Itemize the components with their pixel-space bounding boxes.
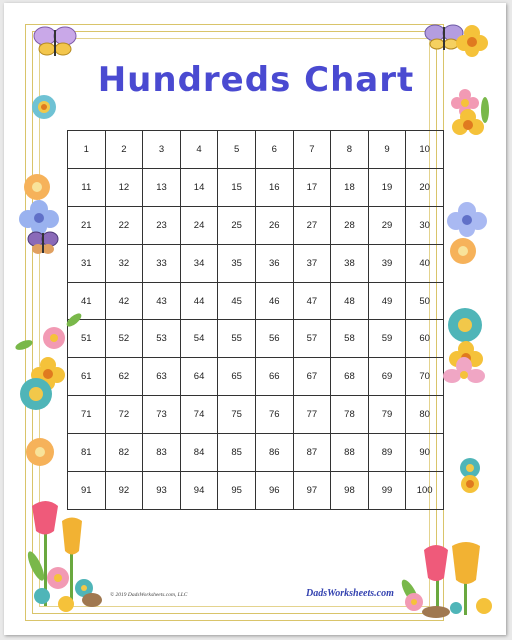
grid-cell: 99 <box>368 472 406 510</box>
grid-cell: 86 <box>255 434 293 472</box>
grid-cell: 49 <box>368 282 406 320</box>
grid-cell: 19 <box>368 168 406 206</box>
copyright-text: © 2019 DadsWorksheets.com, LLC <box>110 592 188 598</box>
butterfly-icon <box>30 22 80 62</box>
grid-cell: 24 <box>180 206 218 244</box>
grid-cell: 30 <box>406 206 444 244</box>
flower-icon <box>30 93 58 121</box>
grid-cell: 57 <box>293 320 331 358</box>
grid-cell: 76 <box>255 396 293 434</box>
grid-cell: 87 <box>293 434 331 472</box>
grid-cell: 6 <box>255 131 293 169</box>
butterfly-icon <box>26 228 60 258</box>
flower-icon <box>442 356 486 392</box>
grid-cell: 13 <box>143 168 181 206</box>
grid-cell: 20 <box>406 168 444 206</box>
grid-cell: 50 <box>406 282 444 320</box>
flower-icon <box>448 236 478 266</box>
grid-cell: 52 <box>105 320 143 358</box>
grid-cell: 68 <box>331 358 369 396</box>
grid-cell: 88 <box>331 434 369 472</box>
grid-cell: 35 <box>218 244 256 282</box>
grid-cell: 43 <box>143 282 181 320</box>
grid-cell: 90 <box>406 434 444 472</box>
grid-cell: 56 <box>255 320 293 358</box>
grid-cell: 9 <box>368 131 406 169</box>
grid-cell: 5 <box>218 131 256 169</box>
grid-cell: 93 <box>143 472 181 510</box>
grid-cell: 72 <box>105 396 143 434</box>
grid-cell: 98 <box>331 472 369 510</box>
grid-row <box>68 244 444 282</box>
grid-row <box>68 131 444 169</box>
grid-cell: 71 <box>68 396 106 434</box>
grid-cell: 48 <box>331 282 369 320</box>
grid-cell: 12 <box>105 168 143 206</box>
grid-row <box>68 434 444 472</box>
grid-cell: 8 <box>331 131 369 169</box>
grid-cell: 36 <box>255 244 293 282</box>
grid-cell: 80 <box>406 396 444 434</box>
grid-cell: 37 <box>293 244 331 282</box>
site-logo: DadsWorksheets.com <box>306 588 394 599</box>
grid-cell: 23 <box>143 206 181 244</box>
grid-cell: 58 <box>331 320 369 358</box>
tulip-icon <box>396 540 496 620</box>
grid-cell: 31 <box>68 244 106 282</box>
flower-icon <box>18 376 54 412</box>
grid-row <box>68 168 444 206</box>
grid-cell: 38 <box>331 244 369 282</box>
grid-cell: 3 <box>143 131 181 169</box>
grid-cell: 61 <box>68 358 106 396</box>
grid-cell: 73 <box>143 396 181 434</box>
grid-cell: 65 <box>218 358 256 396</box>
grid-cell: 74 <box>180 396 218 434</box>
grid-cell: 81 <box>68 434 106 472</box>
grid-cell: 77 <box>293 396 331 434</box>
grid-cell: 44 <box>180 282 218 320</box>
grid-cell: 27 <box>293 206 331 244</box>
grid-cell: 22 <box>105 206 143 244</box>
grid-cell: 29 <box>368 206 406 244</box>
grid-cell: 75 <box>218 396 256 434</box>
grid-cell: 34 <box>180 244 218 282</box>
grid-cell: 97 <box>293 472 331 510</box>
leaf-icon <box>478 95 492 125</box>
grid-cell: 69 <box>368 358 406 396</box>
grid-cell: 67 <box>293 358 331 396</box>
flower-icon <box>24 436 56 468</box>
grid-cell: 66 <box>255 358 293 396</box>
grid-cell: 92 <box>105 472 143 510</box>
grid-cell: 70 <box>406 358 444 396</box>
leaf-icon <box>14 310 84 360</box>
grid-cell: 82 <box>105 434 143 472</box>
grid-row <box>68 358 444 396</box>
grid-cell: 45 <box>218 282 256 320</box>
grid-cell: 18 <box>331 168 369 206</box>
grid-cell: 79 <box>368 396 406 434</box>
grid-row <box>68 320 444 358</box>
grid-cell: 84 <box>180 434 218 472</box>
grid-cell: 4 <box>180 131 218 169</box>
grid-cell: 89 <box>368 434 406 472</box>
hundreds-grid <box>67 130 444 510</box>
grid-cell: 25 <box>218 206 256 244</box>
grid-row <box>68 396 444 434</box>
grid-cell: 17 <box>293 168 331 206</box>
grid-cell: 55 <box>218 320 256 358</box>
grid-row <box>68 206 444 244</box>
grid-cell: 64 <box>180 358 218 396</box>
grid-cell: 94 <box>180 472 218 510</box>
grid-cell: 83 <box>143 434 181 472</box>
grid-cell: 51 <box>68 320 106 358</box>
page-title: Hundreds Chart <box>97 60 415 100</box>
flower-icon <box>22 172 52 202</box>
grid-cell: 100 <box>406 472 444 510</box>
grid-cell: 63 <box>143 358 181 396</box>
flower-icon <box>455 24 489 58</box>
grid-cell: 26 <box>255 206 293 244</box>
flower-icon <box>452 456 488 496</box>
grid-cell: 14 <box>180 168 218 206</box>
grid-cell: 59 <box>368 320 406 358</box>
grid-cell: 78 <box>331 396 369 434</box>
grid-cell: 85 <box>218 434 256 472</box>
tulip-icon <box>22 496 102 616</box>
grid-cell: 42 <box>105 282 143 320</box>
grid-cell: 91 <box>68 472 106 510</box>
grid-cell: 32 <box>105 244 143 282</box>
grid-cell: 53 <box>143 320 181 358</box>
grid-cell: 33 <box>143 244 181 282</box>
grid-cell: 21 <box>68 206 106 244</box>
flower-icon <box>446 306 484 344</box>
grid-cell: 60 <box>406 320 444 358</box>
grid-cell: 11 <box>68 168 106 206</box>
grid-row <box>68 472 444 510</box>
grid-cell: 46 <box>255 282 293 320</box>
grid-cell: 7 <box>293 131 331 169</box>
grid-cell: 95 <box>218 472 256 510</box>
grid-row <box>68 282 444 320</box>
grid-cell: 40 <box>406 244 444 282</box>
flower-icon <box>444 202 490 238</box>
grid-cell: 16 <box>255 168 293 206</box>
grid-cell: 39 <box>368 244 406 282</box>
grid-cell: 62 <box>105 358 143 396</box>
grid-cell: 96 <box>255 472 293 510</box>
grid-cell: 1 <box>68 131 106 169</box>
grid-cell: 54 <box>180 320 218 358</box>
grid-cell: 2 <box>105 131 143 169</box>
grid-cell: 28 <box>331 206 369 244</box>
grid-cell: 15 <box>218 168 256 206</box>
grid-cell: 47 <box>293 282 331 320</box>
grid-cell: 41 <box>68 282 106 320</box>
grid-cell: 10 <box>406 131 444 169</box>
